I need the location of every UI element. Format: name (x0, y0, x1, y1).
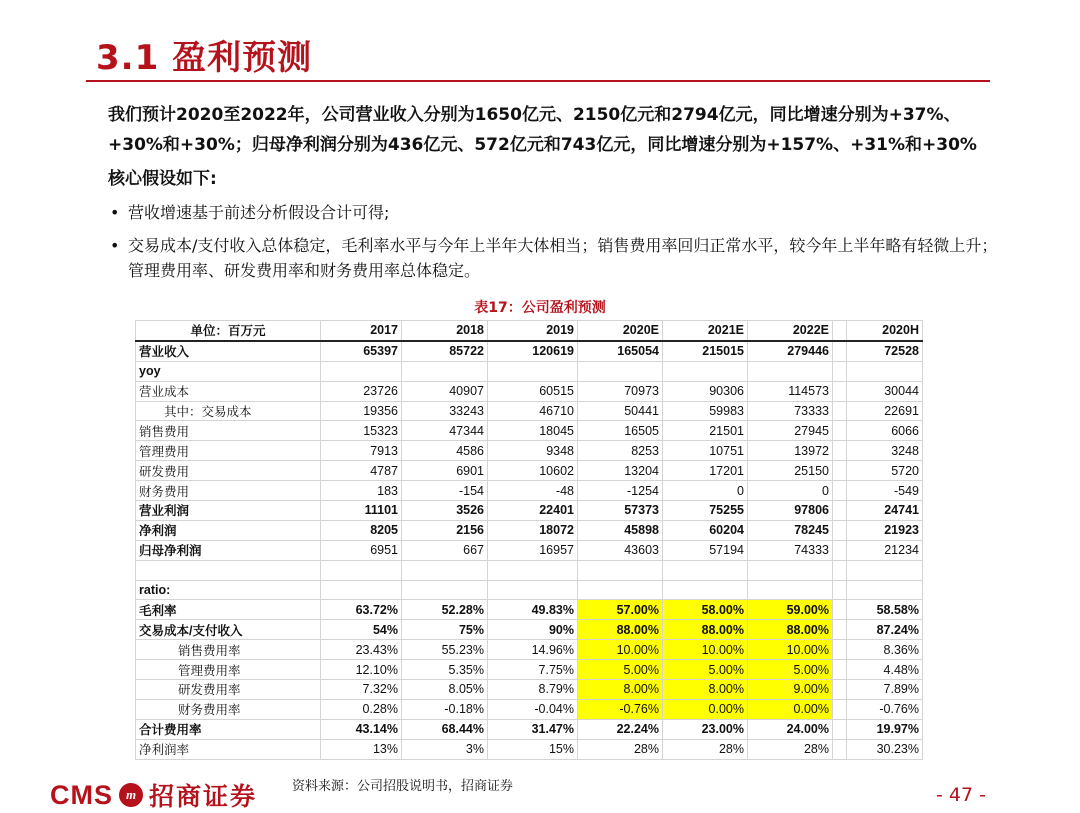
header-cell: 2017 (321, 321, 402, 341)
table-cell: 21923 (847, 520, 923, 540)
table-cell (488, 580, 578, 600)
table-cell (833, 461, 847, 481)
table-cell: 13% (321, 739, 402, 759)
table-row (136, 341, 923, 361)
table-cell: 10.00% (748, 640, 833, 660)
table-cell: 52.28% (402, 600, 488, 620)
table-cell: -0.76% (578, 699, 663, 719)
table-cell: 90306 (663, 381, 748, 401)
table-cell: 5.35% (402, 660, 488, 680)
table-cell: 6066 (847, 421, 923, 441)
table-cell: 74333 (748, 540, 833, 560)
table-cell (833, 361, 847, 381)
page-title: 3.1 盈利预测 (96, 38, 313, 78)
table-cell (663, 560, 748, 580)
table-cell: 68.44% (402, 719, 488, 739)
table-row (136, 361, 923, 381)
table-cell: 24741 (847, 501, 923, 521)
table-row (136, 660, 923, 680)
table-cell: 7913 (321, 441, 402, 461)
table-cell: 50441 (578, 401, 663, 421)
table-body (136, 341, 923, 759)
table-cell: 15% (488, 739, 578, 759)
table-cell (578, 560, 663, 580)
row-label: 管理费用率 (136, 660, 321, 680)
table-row (136, 739, 923, 759)
table-cell (663, 580, 748, 600)
row-label: 研发费用率 (136, 680, 321, 700)
table-cell: 28% (663, 739, 748, 759)
table-cell: 10602 (488, 461, 578, 481)
assumptions-heading: 核心假设如下: (108, 169, 217, 189)
row-label (136, 560, 321, 580)
bullet-icon: • (110, 236, 120, 255)
table-cell: 57373 (578, 501, 663, 521)
table-cell: 7.32% (321, 680, 402, 700)
table-row (136, 401, 923, 421)
table-cell: 18045 (488, 421, 578, 441)
table-cell: 28% (748, 739, 833, 759)
table-row (136, 501, 923, 521)
table-cell: 8205 (321, 520, 402, 540)
row-label: 营业收入 (136, 341, 321, 361)
table-cell: 65397 (321, 341, 402, 361)
table-cell: 13204 (578, 461, 663, 481)
table-cell: 43.14% (321, 719, 402, 739)
table-cell: -0.76% (847, 699, 923, 719)
table-cell: 30.23% (847, 739, 923, 759)
table-cell (833, 381, 847, 401)
logo-badge-icon: m (119, 783, 143, 807)
table-cell: 9348 (488, 441, 578, 461)
list-item (108, 200, 1008, 225)
table-cell: 30044 (847, 381, 923, 401)
table-cell: 5720 (847, 461, 923, 481)
table-cell: 60204 (663, 520, 748, 540)
logo-text-en: CMS (50, 779, 113, 810)
row-label: 净利润 (136, 520, 321, 540)
table-cell: 97806 (748, 501, 833, 521)
table-cell: 21234 (847, 540, 923, 560)
table-cell: 24.00% (748, 719, 833, 739)
table-cell: 70973 (578, 381, 663, 401)
table-cell: 667 (402, 540, 488, 560)
bullet-text: 营收增速基于前述分析假设合计可得; (128, 203, 390, 222)
table-cell: -154 (402, 481, 488, 501)
table-cell (833, 739, 847, 759)
table-row (136, 441, 923, 461)
table-cell (833, 560, 847, 580)
table-row (136, 481, 923, 501)
table-cell: 13972 (748, 441, 833, 461)
table-cell: 59983 (663, 401, 748, 421)
profit-forecast-table (135, 320, 923, 760)
company-logo (50, 778, 257, 812)
table-cell (488, 560, 578, 580)
table-cell: 28% (578, 739, 663, 759)
table-cell (833, 481, 847, 501)
table-cell: 8.79% (488, 680, 578, 700)
table-row (136, 520, 923, 540)
table-cell (833, 520, 847, 540)
table-cell: 5.00% (663, 660, 748, 680)
title-divider (86, 80, 990, 82)
row-label: 销售费用率 (136, 640, 321, 660)
table-cell: -0.18% (402, 699, 488, 719)
header-cell: 2021E (663, 321, 748, 341)
header-cell (833, 321, 847, 341)
table-cell: 0 (748, 481, 833, 501)
table-cell (833, 580, 847, 600)
table-cell (833, 441, 847, 461)
table-cell: 31.47% (488, 719, 578, 739)
table-cell (488, 361, 578, 381)
row-label: 研发费用 (136, 461, 321, 481)
table-cell: 75255 (663, 501, 748, 521)
table-cell: 59.00% (748, 600, 833, 620)
table-cell (321, 560, 402, 580)
table-cell: -1254 (578, 481, 663, 501)
table-row (136, 620, 923, 640)
table-cell (833, 699, 847, 719)
header-cell: 单位：百万元 (136, 321, 321, 341)
table-cell: 23.00% (663, 719, 748, 739)
row-label: ratio: (136, 580, 321, 600)
table-cell (402, 560, 488, 580)
row-label: 其中：交易成本 (136, 401, 321, 421)
table-cell (748, 580, 833, 600)
table-cell: 16957 (488, 540, 578, 560)
table-cell: 47344 (402, 421, 488, 441)
table-cell: 4.48% (847, 660, 923, 680)
table-cell: 27945 (748, 421, 833, 441)
table-cell: 57194 (663, 540, 748, 560)
table-cell (578, 361, 663, 381)
table-cell: 72528 (847, 341, 923, 361)
table-cell: 0.00% (663, 699, 748, 719)
table-cell: 43603 (578, 540, 663, 560)
table-cell: 183 (321, 481, 402, 501)
table-cell (833, 640, 847, 660)
table-cell: 3526 (402, 501, 488, 521)
table-cell: 78245 (748, 520, 833, 540)
row-label: 管理费用 (136, 441, 321, 461)
table-cell: 279446 (748, 341, 833, 361)
list-item (108, 233, 1008, 283)
table-cell (402, 361, 488, 381)
table-cell: 22401 (488, 501, 578, 521)
logo-text-cn: 招商证券 (149, 782, 258, 811)
table-cell: 8.36% (847, 640, 923, 660)
table-cell: 17201 (663, 461, 748, 481)
row-label: 合计费用率 (136, 719, 321, 739)
table-cell: 0.00% (748, 699, 833, 719)
assumptions-list (108, 200, 1008, 291)
table-cell: 88.00% (578, 620, 663, 640)
table-cell: 55.23% (402, 640, 488, 660)
table-cell: 3% (402, 739, 488, 759)
lead-paragraph: 我们预计2020至2022年，公司营业收入分别为1650亿元、2150亿元和2794亿元，同比增速分别为+37%、+30%和+30%；归母净利润分别为436亿元、572亿元和743亿元，同比增速分别为+157%、+31%和+30% (108, 105, 977, 155)
table-cell: 90% (488, 620, 578, 640)
table-row (136, 600, 923, 620)
table-row (136, 381, 923, 401)
table-cell (833, 401, 847, 421)
table-cell (578, 580, 663, 600)
table-cell: 5.00% (748, 660, 833, 680)
table-cell: 16505 (578, 421, 663, 441)
table-cell (833, 719, 847, 739)
table-cell: 49.83% (488, 600, 578, 620)
table-cell (847, 361, 923, 381)
table-cell: 63.72% (321, 600, 402, 620)
table-cell: 60515 (488, 381, 578, 401)
table-row (136, 421, 923, 441)
table-cell: 58.00% (663, 600, 748, 620)
table-row (136, 699, 923, 719)
table-cell (748, 560, 833, 580)
table-cell (402, 580, 488, 600)
table-cell: 57.00% (578, 600, 663, 620)
table-cell: 58.58% (847, 600, 923, 620)
table-cell: 73333 (748, 401, 833, 421)
table-cell (321, 580, 402, 600)
header-cell: 2020H (847, 321, 923, 341)
bullet-text: 交易成本/支付收入总体稳定，毛利率水平与今年上半年大体相当；销售费用率回归正常水平，较今年上半年略有轻微上升；管理费用率、研发费用率和财务费用率总体稳定。 (128, 236, 998, 280)
table-cell (833, 600, 847, 620)
table-cell: 3248 (847, 441, 923, 461)
table-cell: 12.10% (321, 660, 402, 680)
table-cell: 8.00% (663, 680, 748, 700)
table-cell: 23726 (321, 381, 402, 401)
header-cell: 2019 (488, 321, 578, 341)
table-cell (833, 341, 847, 361)
table-cell: 75% (402, 620, 488, 640)
table-cell (833, 421, 847, 441)
table-cell: 19356 (321, 401, 402, 421)
table-cell: 114573 (748, 381, 833, 401)
row-label: 财务费用 (136, 481, 321, 501)
table-cell: -0.04% (488, 699, 578, 719)
row-label: 财务费用率 (136, 699, 321, 719)
table-row (136, 560, 923, 580)
row-label: 营业利润 (136, 501, 321, 521)
table-cell (847, 580, 923, 600)
table-cell: 2156 (402, 520, 488, 540)
table-row (136, 680, 923, 700)
table-cell: 8.00% (578, 680, 663, 700)
table-cell: 4586 (402, 441, 488, 461)
table-cell: 19.97% (847, 719, 923, 739)
table-cell: 7.89% (847, 680, 923, 700)
table-cell: 8.05% (402, 680, 488, 700)
table-cell: 165054 (578, 341, 663, 361)
header-cell: 2018 (402, 321, 488, 341)
table-cell: 4787 (321, 461, 402, 481)
table-row (136, 580, 923, 600)
table-cell: 10.00% (663, 640, 748, 660)
table-cell: 6951 (321, 540, 402, 560)
source-note: 资料来源：公司招股说明书，招商证券 (292, 779, 514, 794)
table-cell (748, 361, 833, 381)
table-cell: 21501 (663, 421, 748, 441)
table-cell: 0 (663, 481, 748, 501)
table-cell: 15323 (321, 421, 402, 441)
table-row (136, 461, 923, 481)
table-cell: 87.24% (847, 620, 923, 640)
table-cell (663, 361, 748, 381)
table-cell: 10.00% (578, 640, 663, 660)
table-cell: 11101 (321, 501, 402, 521)
table-cell: 33243 (402, 401, 488, 421)
table-header-row (136, 321, 923, 341)
table-cell: 7.75% (488, 660, 578, 680)
table-cell (833, 501, 847, 521)
header-cell: 2020E (578, 321, 663, 341)
header-cell: 2022E (748, 321, 833, 341)
row-label: 营业成本 (136, 381, 321, 401)
table-cell: -549 (847, 481, 923, 501)
table-cell: 14.96% (488, 640, 578, 660)
bullet-icon: • (110, 203, 120, 222)
table-cell: -48 (488, 481, 578, 501)
table-cell: 9.00% (748, 680, 833, 700)
row-label: 净利润率 (136, 739, 321, 759)
row-label: 归母净利润 (136, 540, 321, 560)
table-cell (833, 540, 847, 560)
table-cell (833, 660, 847, 680)
table-cell (321, 361, 402, 381)
table-row (136, 640, 923, 660)
table-cell (847, 560, 923, 580)
table-cell: 0.28% (321, 699, 402, 719)
table-row (136, 540, 923, 560)
table-cell: 45898 (578, 520, 663, 540)
table-cell: 5.00% (578, 660, 663, 680)
table-cell (833, 620, 847, 640)
table-cell (833, 680, 847, 700)
table-cell: 18072 (488, 520, 578, 540)
table-cell: 22.24% (578, 719, 663, 739)
table-cell: 215015 (663, 341, 748, 361)
row-label: 毛利率 (136, 600, 321, 620)
table-row (136, 719, 923, 739)
table-cell: 6901 (402, 461, 488, 481)
row-label: 交易成本/支付收入 (136, 620, 321, 640)
table-cell: 40907 (402, 381, 488, 401)
table-cell: 88.00% (748, 620, 833, 640)
page-number: - 47 - (936, 784, 986, 806)
table-cell: 120619 (488, 341, 578, 361)
table-cell: 88.00% (663, 620, 748, 640)
table-cell: 85722 (402, 341, 488, 361)
table-caption: 表17：公司盈利预测 (474, 300, 606, 316)
table-cell: 8253 (578, 441, 663, 461)
table-cell: 46710 (488, 401, 578, 421)
table-cell: 22691 (847, 401, 923, 421)
row-label: 销售费用 (136, 421, 321, 441)
table-cell: 23.43% (321, 640, 402, 660)
table-cell: 10751 (663, 441, 748, 461)
row-label: yoy (136, 361, 321, 381)
table-cell: 54% (321, 620, 402, 640)
table-cell: 25150 (748, 461, 833, 481)
